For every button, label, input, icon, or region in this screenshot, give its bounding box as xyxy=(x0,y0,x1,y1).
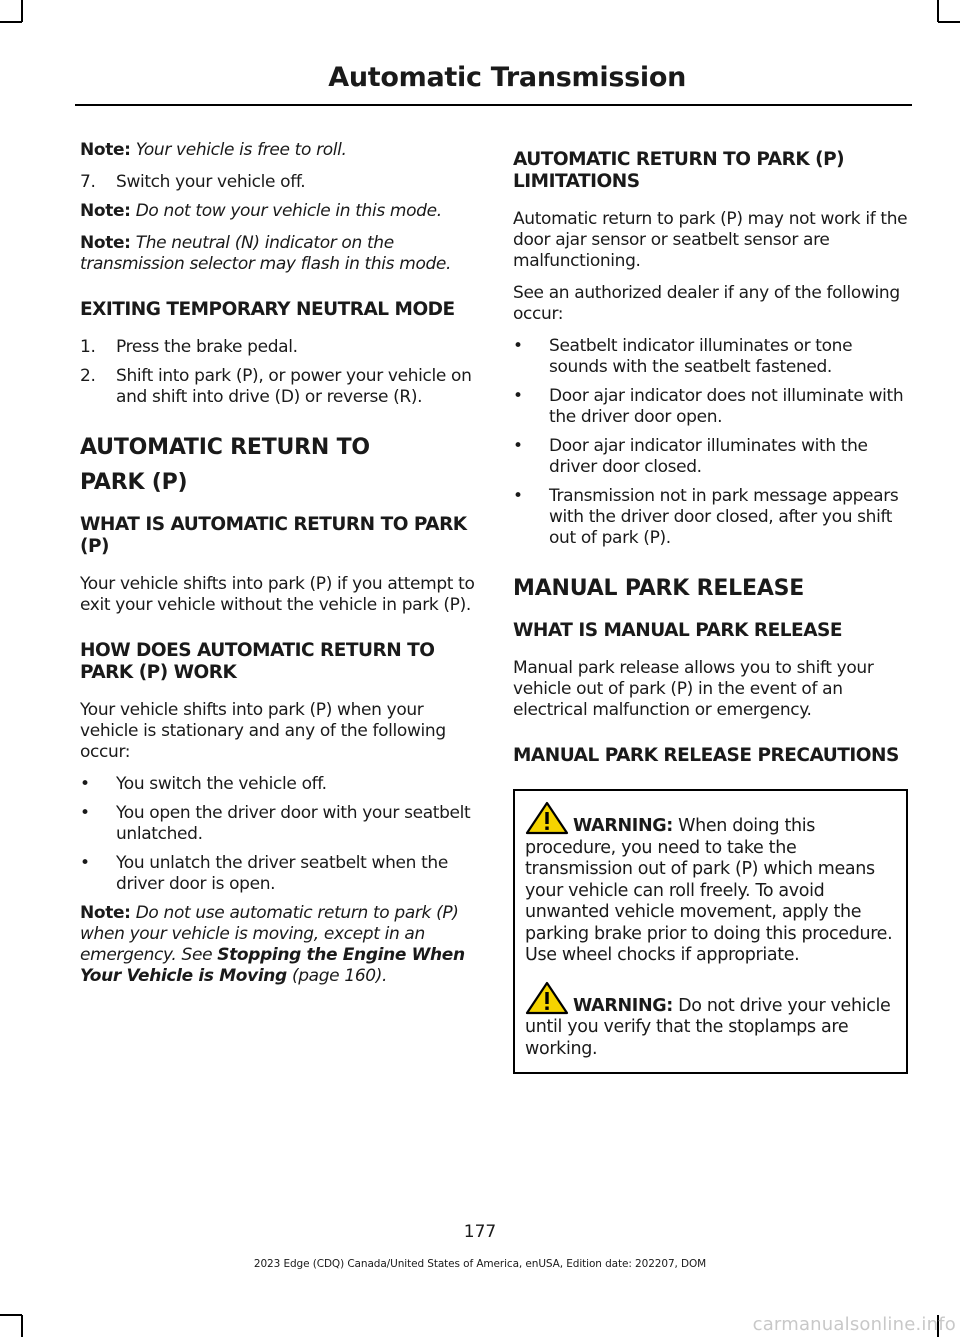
warning-item: WARNING: When doing this procedure, you need to take the transmission out of park (P) which means your vehicle can roll freely. To avoid unwanted vehicle movement, apply the parking brake prior to doing this procedure. Use wheel chocks if appropriate. xyxy=(525,801,894,967)
cross-reference-link[interactable]: Stopping the Engine When Your Vehicle is Moving xyxy=(80,945,465,986)
heading-mpr-precautions: MANUAL PARK RELEASE PRECAUTIONS xyxy=(513,745,899,766)
dealer-text: See an authorized dealer if any of the following occur: xyxy=(513,283,900,324)
list-item: • Door ajar indicator illuminates with the driver door closed. xyxy=(513,436,868,477)
list-item: • Seatbelt indicator illuminates or tone sounds with the seatbelt fastened. xyxy=(513,336,853,377)
heading-automatic-return-to-park: AUTOMATIC RETURN TO PARK (P) xyxy=(80,435,370,495)
heading-manual-park-release: MANUAL PARK RELEASE xyxy=(513,576,805,601)
limitations-text: Automatic return to park (P) may not work if the door ajar sensor or seatbelt sensor are malfunctioning. xyxy=(513,209,908,271)
note-do-not-tow: Note: Do not tow your vehicle in this mode. xyxy=(80,201,442,221)
crop-mark-bottom-left xyxy=(21,1315,23,1337)
heading-what-is-mpr: WHAT IS MANUAL PARK RELEASE xyxy=(513,620,842,641)
header-divider xyxy=(75,104,912,106)
step-item: 1. Press the brake pedal. xyxy=(80,337,298,357)
limitations-bullets xyxy=(513,336,908,549)
warning-item: WARNING: Do not drive your vehicle until you verify that the stoplamps are working. xyxy=(525,981,894,1061)
heading-exiting-neutral: EXITING TEMPORARY NEUTRAL MODE xyxy=(80,299,455,320)
warning-box xyxy=(513,789,908,1074)
watermark: carmanualsonline.info xyxy=(752,1314,956,1335)
list-item: • Door ajar indicator does not illuminate with the driver door open. xyxy=(513,386,904,427)
list-item: • You switch the vehicle off. xyxy=(80,774,327,794)
step-item: 7. Switch your vehicle off. xyxy=(80,172,306,192)
how-arp-bullets xyxy=(80,774,476,895)
list-item: • You unlatch the driver seatbelt when the driver door is open. xyxy=(80,853,448,894)
left-column xyxy=(80,140,476,998)
what-is-arp-text: Your vehicle shifts into park (P) if you attempt to exit your vehicle without the vehicle in park (P). xyxy=(80,574,475,615)
footer-edition: 2023 Edge (CDQ) Canada/United States of America, enUSA, Edition date: 202207, DOM xyxy=(253,1258,707,1270)
step-list-continued xyxy=(80,172,476,193)
heading-arp-limitations: AUTOMATIC RETURN TO PARK (P) LIMITATIONS xyxy=(513,149,845,192)
exit-steps-list xyxy=(80,337,476,408)
crop-mark-top-left-h xyxy=(0,21,22,23)
crop-mark-top-right xyxy=(937,0,939,22)
page-number: 177 xyxy=(463,1222,497,1242)
what-is-mpr-text: Manual park release allows you to shift your vehicle out of park (P) in the event of an electrical malfunction or emergency. xyxy=(513,658,874,720)
note-free-to-roll: Note: Your vehicle is free to roll. xyxy=(80,140,347,160)
warning-triangle-icon xyxy=(525,981,569,1015)
list-item: • You open the driver door with your seatbelt unlatched. xyxy=(80,803,471,844)
note-neutral-indicator: Note: The neutral (N) indicator on the transmission selector may flash in this mode. xyxy=(80,233,452,274)
heading-how-does-arp-work: HOW DOES AUTOMATIC RETURN TO PARK (P) WORK xyxy=(80,640,435,683)
right-column xyxy=(513,140,908,1074)
page-title: Automatic Transmission xyxy=(328,62,686,93)
warning-triangle-icon xyxy=(525,801,569,835)
note-do-not-use-arp: Note: Do not use automatic return to park (P) when your vehicle is moving, except in an emergency. See Stopping the Engine When Your Vehicle is Moving (page 160). xyxy=(80,903,465,986)
step-item: 2. Shift into park (P), or power your vehicle on and shift into drive (D) or reverse (R). xyxy=(80,366,472,407)
crop-mark-top-left xyxy=(21,0,23,22)
how-arp-text: Your vehicle shifts into park (P) when your vehicle is stationary and any of the following occur: xyxy=(80,700,446,762)
list-item: • Transmission not in park message appears with the driver door closed, after you shift out of park (P). xyxy=(513,486,899,548)
heading-what-is-arp: WHAT IS AUTOMATIC RETURN TO PARK (P) xyxy=(80,514,467,557)
crop-mark-top-right-h xyxy=(938,21,960,23)
crop-mark-bottom-left-h xyxy=(0,1314,22,1316)
